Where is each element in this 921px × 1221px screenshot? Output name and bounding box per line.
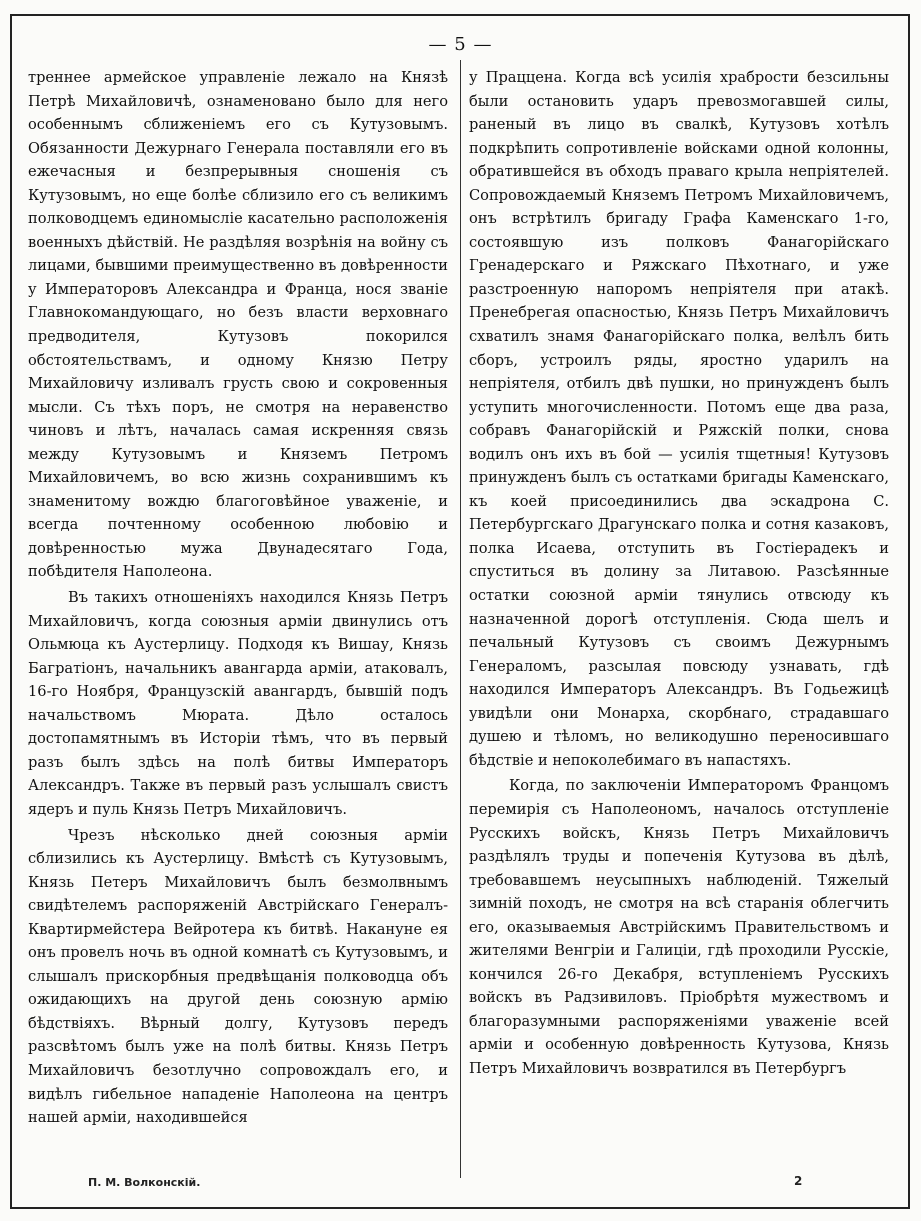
- left-paragraph-3: Чрезъ нѣсколько дней союзныя арміи сблизились къ Аустерлицу. Вмѣстѣ съ Кутузовымъ, Князь Петеръ Михайловичъ былъ безмолвнымъ свидѣтелемъ распоряженій Австрійскаго Генералъ-Квартирмейстера Вейротера къ битвѣ. Накануне ея онъ провелъ ночь въ одной комнатѣ съ Кутузовымъ, и слышалъ прискорбныя предвѣщанія полководца объ ожидающихъ на другой день союзную армію бѣдствіяхъ. Вѣрный долгу, Кутузовъ передъ разсвѣтомъ былъ уже на полѣ битвы. Князь Петръ Михайловичъ безотлучно сопровождалъ его, и видѣлъ гибельное нападеніе Наполеона на центръ нашей арміи, находившейся: [28, 826, 448, 1127]
- right-paragraph-2: Когда, по заключеніи Императоромъ Францомъ перемирія съ Наполеономъ, началось отступленіе Русскихъ войскъ, Князь Петръ Михайловичъ раздѣлялъ труды и попеченія Кутузова въ дѣлѣ, требовавшемъ неусыпныхъ наблюденій. Тяжелый зимній походъ, не смотря на всѣ старанія облегчить его, оказываемыя Австрійскимъ Правительствомъ и жителями Венгріи и Галиціи, гдѣ проходили Русскіе, кончился 26-го Декабря, вступленіемъ Русскихъ войскъ въ Радзивиловъ. Пріобрѣтя мужествомъ и благоразумными распоряженіями уваженіе всей арміи и особенную довѣренность Кутузова, Князь Петръ Михайловичъ возвратился въ Петербургъ: [469, 777, 889, 1077]
- right-column: [469, 66, 889, 1170]
- left-paragraph-2: Въ такихъ отношеніяхъ находился Князь Петръ Михайловичъ, когда союзныя арміи двинулись отъ Ольмюца къ Аустерлицу. Подходя къ Вишау, Князь Багратіонъ, начальникъ авангарда арміи, атаковалъ, 16-го Ноября, Французскій авангардъ, бывшій подъ начальствомъ Мюрата. Дѣло осталось достопамятнымъ въ Исторіи тѣмъ, что въ первый разъ былъ здѣсь на полѣ битвы Императоръ Александръ. Также въ первый разъ услышалъ свистъ ядеръ и пуль Князь Петръ Михайловичъ.: [28, 589, 448, 818]
- footer-sheet-number: 2: [794, 1174, 803, 1188]
- footer-signature: П. М. Волконскій.: [88, 1176, 201, 1189]
- left-paragraph-1: треннее армейское управленіе лежало на Князѣ Петрѣ Михайловичѣ, ознаменовано было для него особеннымъ сближеніемъ его съ Кутузовымъ. Обязанности Дежурнаго Генерала поставляли его въ ежечасныя и безпрерывныя сношенія съ Кутузовымъ, но еще болѣе сблизило его съ великимъ полководцемъ единомысліе касательно расположенія военныхъ дѣйствій. Не раздѣляя возрѣнія на войну съ лицами, бывшими преимущественно въ довѣренности у Императоровъ Александра и Франца, нося званіе Главнокомандующаго, но безъ власти верховнаго предводителя, Кутузовъ покорился обстоятельствамъ, и одному Князю Петру Михайловичу изливалъ грусть свою и сокровенныя мысли. Съ тѣхъ поръ, не смотря на неравенство чиновъ и лѣтъ, началась самая искренняя связь между Кутузовымъ и Княземъ Петромъ Михайловичемъ, во всю жизнь сохранившимъ къ знаменитому вождю благоговѣйное уваженіе, и всегда почтенному особенною любовію и довѣренностью мужа Двунадесятаго Года, побѣдителя Наполеона.: [28, 69, 448, 581]
- right-paragraph-1: у Праццена. Когда всѣ усилія храбрости безсильны были остановить ударъ превозмогавшей силы, раненый въ лицо въ свалкѣ, Кутузовъ хотѣлъ подкрѣпить сопротивленіе войсками одной колонны, обратившейся въ обходъ праваго крыла непріятелей. Сопровождаемый Княземъ Петромъ Михайловичемъ, онъ встрѣтилъ бригаду Графа Каменскаго 1-го, состоявшую изъ полковъ Фанагорійскаго Гренадерскаго и Ряжскаго Пѣхотнаго, и уже разстроенную напоромъ непріятеля при атакѣ. Пренебрегая опасностью, Князь Петръ Михайловичъ схватилъ знамя Фанагорійскаго полка, велѣлъ бить сборъ, устроилъ ряды, яростно ударилъ на непріятеля, отбилъ двѣ пушки, но принужденъ былъ уступить многочисленности. Потомъ еще два раза, собравъ Фанагорійскій и Ряжскій полки, снова водилъ онъ ихъ въ бой — усилія тщетныя! Кутузовъ принужденъ былъ съ остатками бригады Каменскаго, къ коей присоединились два эскадрона С. Петербургскаго Драгунскаго полка и сотня казаковъ, полка Исаева, отступить въ Гостіерадекъ и спуститься въ долину за Литавою. Разсѣянные остатки союзной арміи тянулись отвсюду къ назначенной дорогѣ отступленія. Сюда шелъ и печальный Кутузовъ съ своимъ Дежурнымъ Генераломъ, разсылая повсюду узнавать, гдѣ находился Императоръ Александръ. Въ Годьежицѣ увидѣли они Монарха, скорбнаго, страдавшаго душею и тѣломъ, но великодушно переносившаго бѣдствіе и непоколебимаго въ напастяхъ.: [469, 69, 889, 769]
- column-divider: [460, 60, 461, 1178]
- page-number: — 5 —: [428, 34, 493, 55]
- left-column: [28, 66, 448, 1170]
